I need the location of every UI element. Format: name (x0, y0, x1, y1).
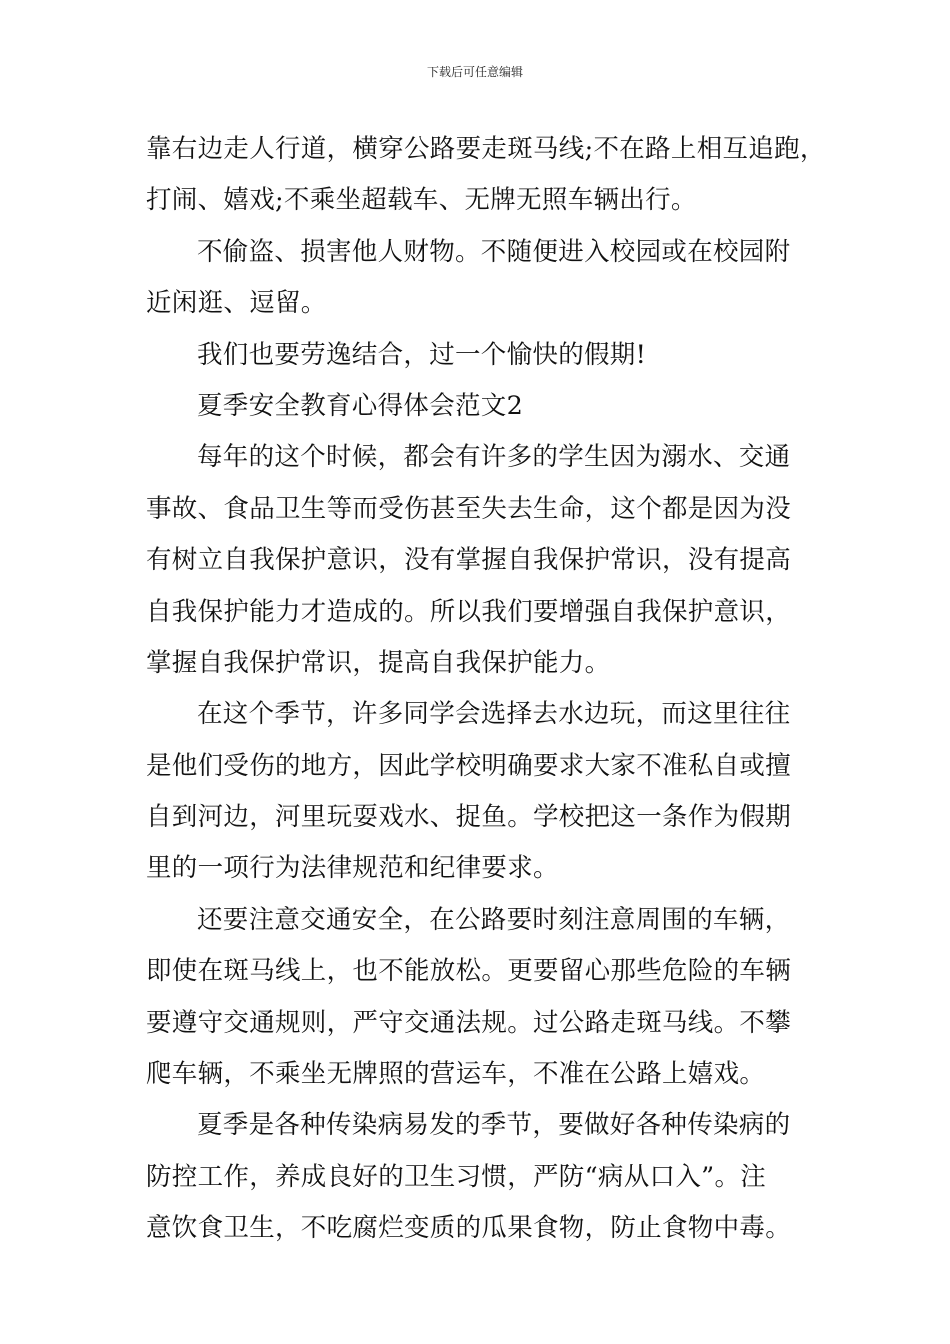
text-line: 还要注意交通安全，在公路要时刻注意周围的车辆， (197, 904, 791, 935)
text-line: 自我保护能力才造成的。所以我们要增强自我保护意识， (146, 596, 792, 627)
text-line: 是他们受伤的地方，因此学校明确要求大家不准私自或擅 (146, 750, 792, 781)
document-body (146, 124, 826, 1255)
text-line: 不偷盗、损害他人财物。不随便进入校园或在校园附 (197, 236, 791, 267)
text-line: 近闲逛、逗留。 (146, 288, 327, 319)
text-line: 自到河边，河里玩耍戏水、捉鱼。学校把这一条作为假期 (146, 802, 792, 833)
text-line: 即使在斑马线上，也不能放松。更要留心那些危险的车辆 (146, 956, 792, 987)
text-line: 靠右边走人行道，横穿公路要走斑马线;不在路上相互追跑， (146, 134, 826, 164)
text-line: 要遵守交通规则，严守交通法规。过公路走斑马线。不攀 (146, 1007, 792, 1038)
text-line: 在这个季节，许多同学会选择去水边玩，而这里往往 (197, 699, 791, 730)
text-line: 有树立自我保护意识，没有掌握自我保护常识，没有提高 (146, 545, 792, 576)
text-line: 打闹、嬉戏;不乘坐超载车、无牌无照车辆出行。 (146, 185, 697, 216)
page-header: 下载后可任意编辑 (426, 65, 523, 79)
text-line: 意饮食卫生，不吃腐烂变质的瓜果食物，防止食物中毒。 (146, 1213, 792, 1244)
text-line: 里的一项行为法律规范和纪律要求。 (146, 853, 559, 884)
text-line: 爬车辆，不乘坐无牌照的营运车，不准在公路上嬉戏。 (146, 1059, 766, 1090)
text-line: 每年的这个时候，都会有许多的学生因为溺水、交通 (197, 442, 791, 473)
text-line: 夏季是各种传染病易发的季节，要做好各种传染病的 (197, 1110, 791, 1141)
text-line: 我们也要劳逸结合，过一个愉快的假期! (197, 339, 647, 370)
text-line: 掌握自我保护常识，提高自我保护能力。 (146, 647, 611, 678)
section-heading: 夏季安全教育心得体会范文2 (197, 390, 524, 421)
text-line: 事故、食品卫生等而受伤甚至失去生命，这个都是因为没 (146, 493, 792, 524)
text-line: 防控工作，养成良好的卫生习惯，严防“病从口入”。注 (146, 1161, 767, 1192)
